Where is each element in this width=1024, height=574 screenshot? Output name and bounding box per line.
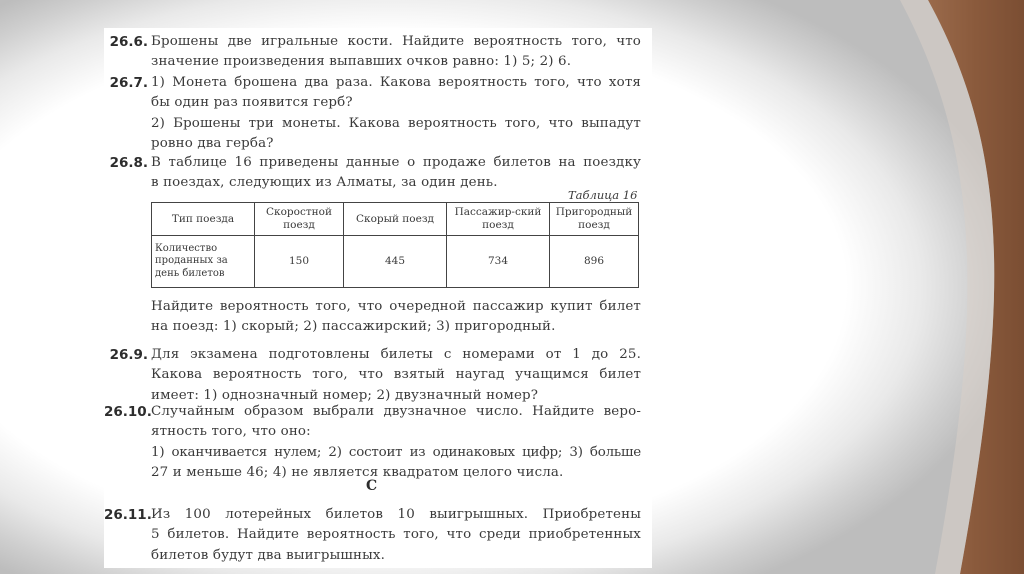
table-cell: 445 — [344, 236, 447, 288]
text-line: значение произведения выпавших очков равно: 1) 5; 2) 6. — [151, 54, 572, 70]
text-line: Какова вероятность того, что взятый наугад учащимся билет — [151, 367, 641, 383]
table-row-header: Тип поезда — [152, 203, 255, 236]
text-line: ровно два герба? — [151, 135, 274, 151]
table-caption: Таблица 16 — [568, 188, 638, 202]
text-line: В таблице 16 приведены данные о продаже билетов на поездку — [151, 155, 641, 170]
table-cell: 734 — [447, 236, 550, 288]
problem-number: 26.8. — [109, 155, 148, 171]
problem-number: 26.7. — [109, 75, 148, 91]
text-line: Брошены две игральные кости. Найдите вероятность того, что — [151, 34, 641, 49]
problem-number: 26.10. — [104, 404, 152, 420]
text-line: 27 и меньше 46; 4) не является квадратом целого числа. — [151, 464, 564, 480]
section-letter: C — [366, 478, 378, 494]
problem-text — [151, 32, 641, 73]
text-line: ятность того, что оно: — [151, 424, 311, 440]
problem-number: 26.6. — [109, 34, 148, 50]
text-line: 1) Монета брошена два раза. Какова вероятность того, что хотя — [151, 75, 641, 90]
text-line: Случайным образом выбрали двузначное число. Найдите веро- — [151, 404, 641, 419]
table-cell: 896 — [550, 236, 639, 288]
text-line: на поезд: 1) скорый; 2) пассажирский; 3) пригородный. — [151, 319, 556, 335]
problem-text — [151, 345, 641, 406]
column-header: Скорый поезд — [344, 203, 447, 236]
column-header: Пригородный поезд — [550, 203, 639, 236]
problem-text — [151, 402, 641, 483]
textbook-page — [104, 28, 652, 568]
table-row-header: Количество проданных за день билетов — [152, 236, 255, 288]
text-line: имеет: 1) однозначный номер; 2) двузначный номер? — [151, 387, 539, 403]
text-line: Из 100 лотерейных билетов 10 выигрышных. Приобретены — [151, 507, 641, 522]
problem-text — [151, 73, 641, 154]
column-header: Скоростной поезд — [255, 203, 344, 236]
table-row — [152, 236, 639, 288]
text-line: билетов будут два выигрышных. — [151, 547, 385, 563]
text-line: Найдите вероятность того, что очередной пассажир купит билет — [151, 299, 641, 314]
text-line: Для экзамена подготовлены билеты с номерами от 1 до 25. — [151, 347, 641, 362]
problem-number: 26.9. — [109, 347, 148, 363]
problem-number: 26.11. — [104, 507, 152, 523]
table-row — [152, 203, 639, 236]
problem-text — [151, 297, 641, 338]
text-line: 5 билетов. Найдите вероятность того, что среди приобретенных — [151, 527, 641, 543]
ticket-sales-table — [151, 202, 639, 288]
text-line: бы один раз появится герб? — [151, 95, 353, 111]
column-header: Пассажир-ский поезд — [447, 203, 550, 236]
text-line: 2) Брошены три монеты. Какова вероятность того, что выпадут — [151, 115, 641, 131]
problem-text — [151, 505, 641, 566]
text-line: в поездах, следующих из Алматы, за один день. — [151, 175, 498, 191]
text-line: 1) оканчивается нулем; 2) состоит из одинаковых цифр; 3) больше — [151, 444, 641, 460]
table-cell: 150 — [255, 236, 344, 288]
